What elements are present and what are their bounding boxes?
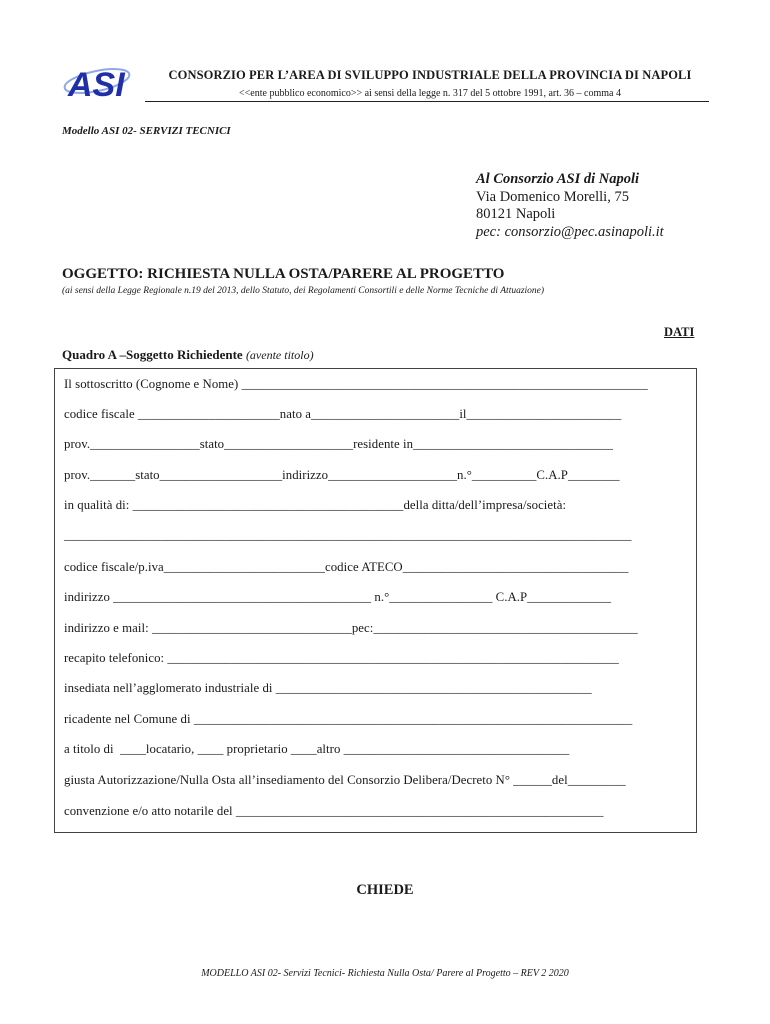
header-divider: [145, 101, 709, 102]
subject-subtitle: (ai sensi della Legge Regionale n.19 del 2013, dello Statuto, dei Regolamenti Consortili e delle Norme Tecniche di Attuazione): [62, 286, 545, 296]
recipient-name: Al Consorzio ASI di Napoli: [476, 171, 640, 187]
page-footer: MODELLO ASI 02- Servizi Tecnici- Richiesta Nulla Osta/ Parere al Progetto – REV 2 2020: [201, 968, 569, 979]
chiede-heading: CHIEDE: [356, 882, 414, 898]
form-line[interactable]: ricadente nel Comune di ____________________________________________________________________: [64, 712, 633, 726]
form-line[interactable]: codice fiscale/p.iva_________________________codice ATECO___________________________________: [64, 560, 629, 574]
recipient-address: [476, 171, 664, 241]
form-line[interactable]: prov._______stato___________________indirizzo____________________n.°__________C.A.P________: [64, 468, 620, 482]
form-line[interactable]: ________________________________________________________________________________________: [64, 528, 632, 542]
form-line[interactable]: indirizzo e mail: _______________________________pec:_________________________________________: [64, 621, 638, 635]
form-line[interactable]: Il sottoscritto (Cognome e Nome) _______________________________________________________________: [64, 377, 648, 391]
form-line[interactable]: codice fiscale ______________________nato a_______________________il________________________: [64, 407, 622, 421]
section-title-note: (avente titolo): [245, 348, 314, 362]
section-title-text: Quadro A –Soggetto Richiedente: [62, 347, 243, 362]
asi-logo: [62, 62, 132, 100]
form-line[interactable]: in qualità di: __________________________________________della ditta/dell’impresa/società:: [64, 498, 567, 512]
form-line[interactable]: recapito telefonico: ______________________________________________________________________: [64, 651, 619, 665]
recipient-city: 80121 Napoli: [476, 206, 556, 222]
subject-title: OGGETTO: RICHIESTA NULLA OSTA/PARERE AL PROGETTO: [62, 266, 505, 282]
recipient-pec: pec: consorzio@pec.asinapoli.it: [476, 223, 664, 240]
form-line[interactable]: convenzione e/o atto notarile del _________________________________________________________: [64, 804, 604, 818]
dati-label: DATI: [664, 325, 695, 339]
section-title: [62, 347, 314, 363]
form-line[interactable]: indirizzo ________________________________________ n.°________________ C.A.P_____________: [64, 590, 612, 604]
form-line[interactable]: insediata nell’agglomerato industriale di _________________________________________________: [64, 681, 592, 695]
form-line[interactable]: prov._________________stato____________________residente in_______________________________: [64, 437, 613, 451]
recipient-street: Via Domenico Morelli, 75: [476, 188, 629, 205]
consortium-subtitle: <<ente pubblico economico>> ai sensi della legge n. 317 del 5 ottobre 1991, art. 36 – comma 4: [239, 88, 621, 99]
consortium-title: CONSORZIO PER L’AREA DI SVILUPPO INDUSTRIALE DELLA PROVINCIA DI NAPOLI: [168, 68, 692, 82]
logo-text: ASI: [68, 66, 125, 100]
form-model-label: Modello ASI 02- SERVIZI TECNICI: [62, 125, 231, 137]
form-line[interactable]: giusta Autorizzazione/Nulla Osta all’insediamento del Consorzio Delibera/Decreto N° ______del_________: [64, 773, 626, 787]
form-line[interactable]: a titolo di ____locatario, ____ proprietario ____altro ___________________________________: [64, 742, 570, 756]
